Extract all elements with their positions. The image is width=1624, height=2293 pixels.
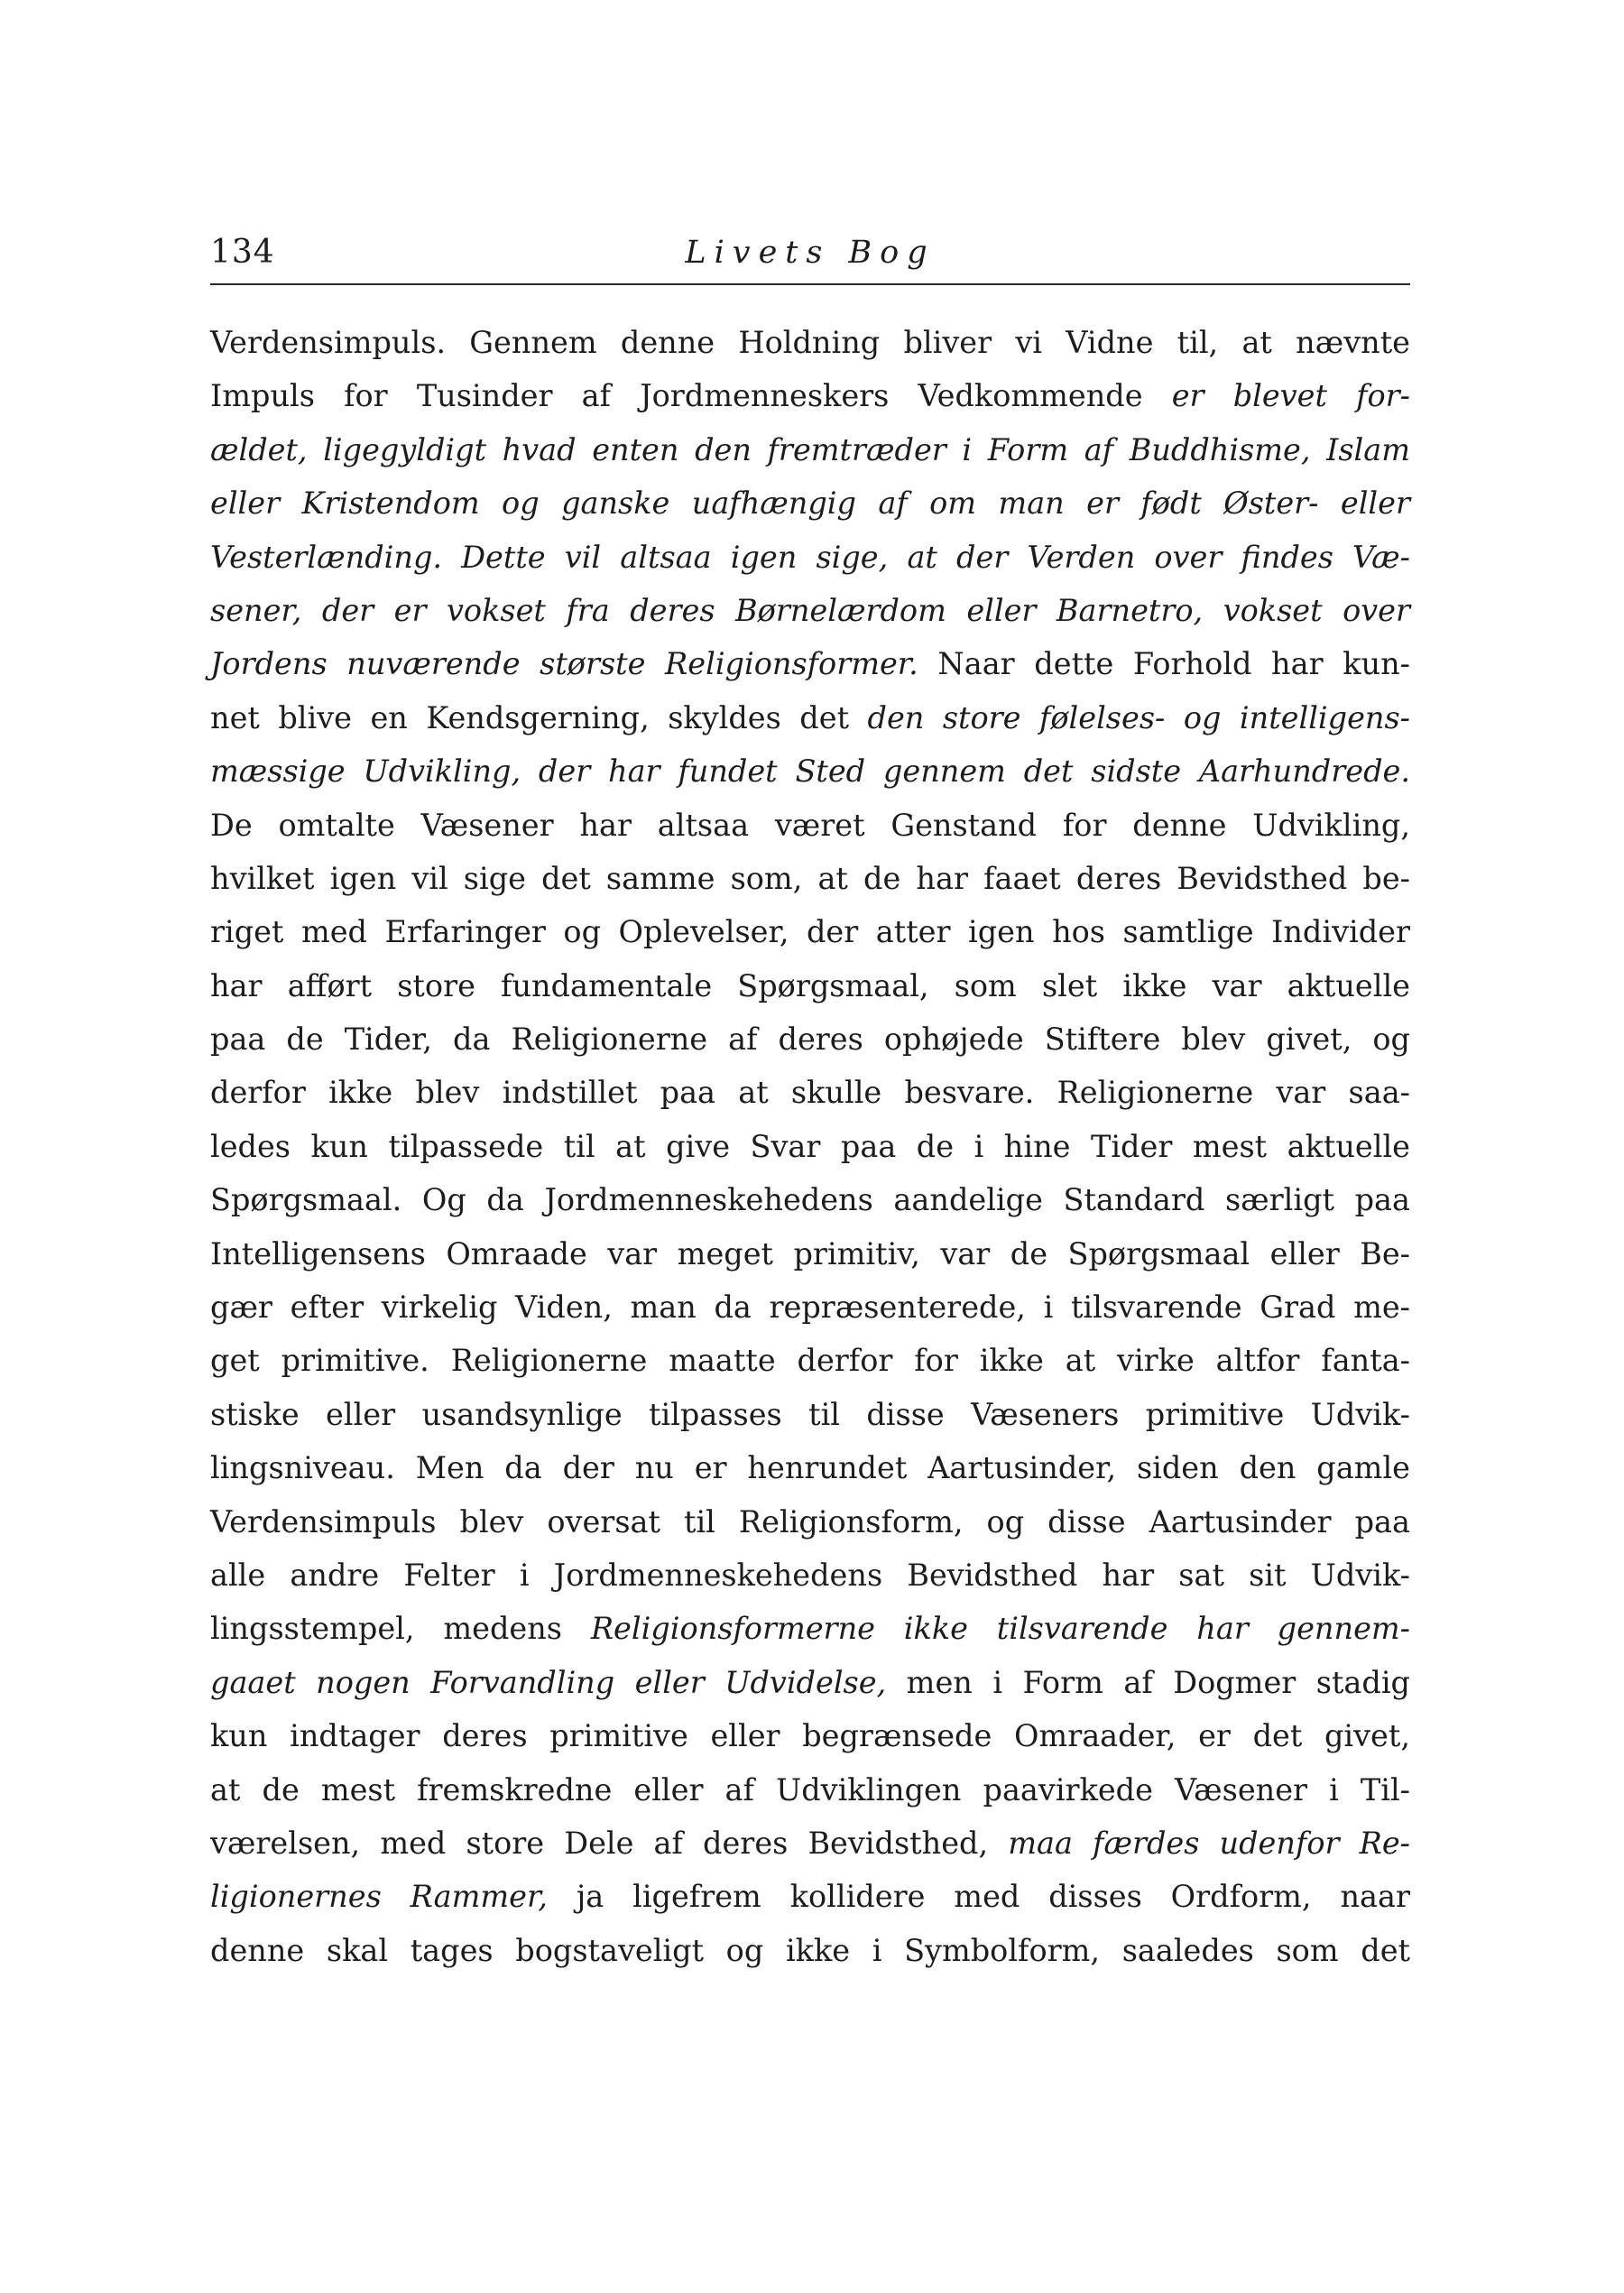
text-line bbox=[210, 1817, 1410, 1870]
text-line bbox=[210, 1388, 1410, 1441]
text-line bbox=[210, 1227, 1410, 1281]
text-line bbox=[210, 1924, 1410, 1977]
text-segment: har afført store fundamentale Spørgsmaal, som slet ikke var aktuelle bbox=[210, 967, 1410, 1003]
italic-text-segment: Religionsformerne ikke tilsvarende har gennem- bbox=[590, 1611, 1410, 1647]
text-line bbox=[210, 1656, 1410, 1709]
italic-text-segment: sener, der er vokset fra deres Børnelærdom eller Barnetro, vokset over bbox=[210, 592, 1410, 628]
italic-text-segment: eller Kristendom og ganske uafhængig af om man er født Øster- eller bbox=[210, 485, 1410, 522]
text-line bbox=[210, 852, 1410, 905]
text-segment: stiske eller usandsynlige tilpasses til disse Væseners primitive Udvik- bbox=[210, 1396, 1410, 1432]
text-segment: Verdensimpuls. Gennem denne Holdning bliver vi Vidne til, at nævnte bbox=[210, 325, 1410, 360]
text-segment: lingsstempel, medens bbox=[210, 1611, 591, 1647]
text-segment: gær efter virkelig Viden, man da repræsenterede, i tilsvarende Grad me- bbox=[210, 1290, 1410, 1326]
text-segment: denne skal tages bogstaveligt og ikke i Symbolform, saaledes som det bbox=[210, 1932, 1410, 1968]
text-segment: alle andre Felter i Jordmenneskehedens Bevidsthed har sat sit Udvik- bbox=[210, 1557, 1410, 1593]
text-segment: paa de Tider, da Religionerne af deres ophøjede Stiftere blev givet, og bbox=[210, 1022, 1410, 1058]
text-line bbox=[210, 1709, 1410, 1762]
text-line bbox=[210, 1602, 1410, 1655]
text-line bbox=[210, 1495, 1410, 1549]
page-number: 134 bbox=[210, 234, 275, 271]
text-line bbox=[210, 1120, 1410, 1173]
text-line bbox=[210, 1334, 1410, 1387]
text-segment: De omtalte Væsener har altsaa været Genstand for denne Udvikling, bbox=[210, 807, 1410, 843]
text-line bbox=[210, 476, 1410, 530]
text-line bbox=[210, 1066, 1410, 1119]
text-line bbox=[210, 744, 1410, 798]
text-line bbox=[210, 691, 1410, 744]
text-line bbox=[210, 369, 1410, 422]
body-text bbox=[210, 316, 1410, 1977]
text-line bbox=[210, 1870, 1410, 1923]
text-line bbox=[210, 799, 1410, 852]
text-line bbox=[210, 1173, 1410, 1226]
text-line bbox=[210, 637, 1410, 690]
text-line bbox=[210, 423, 1410, 476]
text-segment: hvilket igen vil sige det samme som, at de har faaet deres Bevidsthed be- bbox=[210, 860, 1410, 896]
italic-text-segment: den store følelses- og intelligens- bbox=[867, 699, 1410, 735]
text-segment: kun indtager deres primitive eller begrænsede Omraader, er det givet, bbox=[210, 1718, 1410, 1754]
text-line bbox=[210, 531, 1410, 584]
text-line bbox=[210, 316, 1410, 369]
text-segment: Verdensimpuls blev oversat til Religionsform, og disse Aartusinder paa bbox=[210, 1503, 1410, 1539]
text-segment: Impuls for Tusinder af Jordmenneskers Vedkommende bbox=[210, 378, 1172, 414]
text-line bbox=[210, 1012, 1410, 1066]
text-segment: riget med Erfaringer og Oplevelser, der atter igen hos samtlige Individer bbox=[210, 914, 1410, 950]
text-line bbox=[210, 1441, 1410, 1494]
text-line bbox=[210, 905, 1410, 958]
text-segment: Naar dette Forhold har kun- bbox=[918, 646, 1410, 682]
italic-text-segment: gaaet nogen Forvandling eller Udvidelse, bbox=[210, 1664, 887, 1700]
text-segment: derfor ikke blev indstillet paa at skulle besvare. Religionerne var saa- bbox=[210, 1075, 1410, 1111]
text-segment: net blive en Kendsgerning, skyldes det bbox=[210, 699, 868, 735]
text-segment: get primitive. Religionerne maatte derfor for ikke at virke altfor fanta- bbox=[210, 1343, 1410, 1379]
text-segment: Intelligensens Omraade var meget primitiv, var de Spørgsmaal eller Be- bbox=[210, 1235, 1410, 1271]
italic-text-segment: Jordens nuværende største Religionsformer. bbox=[210, 646, 918, 682]
text-line bbox=[210, 1549, 1410, 1602]
text-line bbox=[210, 1281, 1410, 1334]
italic-text-segment: maa færdes udenfor Re- bbox=[1008, 1825, 1410, 1861]
italic-text-segment: ældet, ligegyldigt hvad enten den fremtræder i Form af Buddhisme, Islam bbox=[210, 431, 1410, 467]
text-line bbox=[210, 584, 1410, 637]
italic-text-segment: er blevet for- bbox=[1171, 378, 1410, 414]
header-rule bbox=[210, 283, 1410, 285]
running-head bbox=[210, 233, 1410, 280]
text-segment: lingsniveau. Men da der nu er henrundet Aartusinder, siden den gamle bbox=[210, 1450, 1410, 1486]
italic-text-segment: mæssige Udvikling, der har fundet Sted gennem det sidste Aarhundrede. bbox=[210, 754, 1410, 790]
italic-text-segment: Vesterlænding. Dette vil altsaa igen sige, at der Verden over findes Væ- bbox=[210, 539, 1410, 575]
text-segment: at de mest fremskredne eller af Udviklingen paavirkede Væsener i Til- bbox=[210, 1771, 1410, 1808]
text-segment: ja ligefrem kollidere med disses Ordform, naar bbox=[547, 1879, 1411, 1915]
running-title: Livets Bog bbox=[685, 235, 936, 271]
text-line bbox=[210, 1763, 1410, 1817]
text-segment: ledes kun tilpassede til at give Svar paa de i hine Tider mest aktuelle bbox=[210, 1128, 1410, 1164]
text-segment: værelsen, med store Dele af deres Bevidsthed, bbox=[210, 1825, 1009, 1861]
text-line bbox=[210, 959, 1410, 1012]
italic-text-segment: ligionernes Rammer, bbox=[210, 1879, 548, 1915]
text-segment: men i Form af Dogmer stadig bbox=[886, 1664, 1410, 1700]
text-segment: Spørgsmaal. Og da Jordmenneskehedens aandelige Standard særligt paa bbox=[210, 1182, 1410, 1218]
